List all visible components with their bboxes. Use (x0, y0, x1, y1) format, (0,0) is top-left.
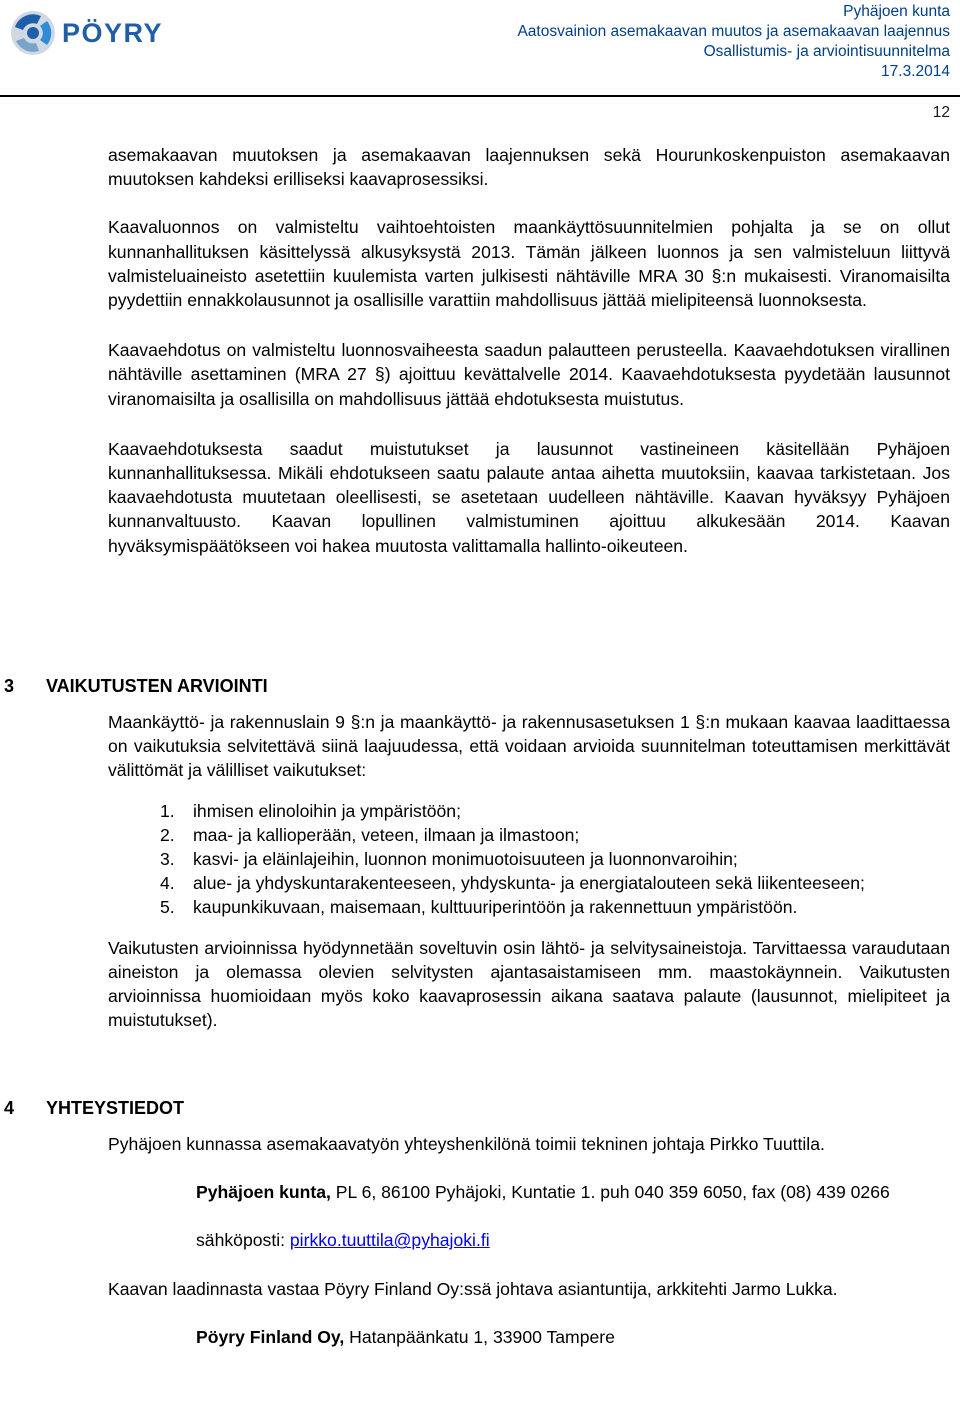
section-3-heading (4, 674, 268, 698)
header-project: Aatosvainion asemakaavan muutos ja asemakaavan laajennus (517, 23, 950, 40)
company-logo (2, 2, 200, 64)
section-3-number: 3 (4, 676, 15, 696)
list-item: 4. alue- ja yhdyskuntarakenteeseen, yhdyskunta- ja energiatalouteen sekä liikenteeseen; (160, 873, 865, 894)
section-4-heading (4, 1096, 184, 1120)
section-3-body (108, 710, 950, 1032)
header-date: 17.3.2014 (881, 63, 950, 80)
paragraph-continuation: asemakaavan muutoksen ja asemakaavan laajennuksen sekä Hourunkoskenpuiston asemakaavan muutoksen kahdeksi erilliseksi kaavaprosessiksi. (108, 145, 950, 190)
poyry-swirl-logo-icon (2, 2, 200, 64)
section-3-intro: Maankäyttö- ja rakennuslain 9 §:n ja maankäyttö- ja rakennusasetuksen 1 §:n mukaan kaavaa laadittaessa on vaikutuksia selvitettävä siinä laajuudessa, että voidaan arvioida suunnitelman toteuttamisen merkittävät välittömät ja välilliset vaikutukset: (108, 712, 950, 781)
document-header (517, 2, 950, 82)
section-3-title: VAIKUTUSTEN ARVIOINTI (46, 676, 268, 696)
consultant-paragraph: Kaavan laadinnasta vastaa Pöyry Finland Oy:ssä johtava asiantuntija, arkkitehti Jarmo Lukka. (108, 1278, 838, 1299)
email-line (196, 1228, 950, 1252)
impact-list (108, 799, 950, 920)
paragraph-draft: Kaavaluonnos on valmisteltu vaihtoehtoisten maankäyttösuunnitelmien pohjalta ja se on ollut kunnanhallituksen käsittelyssä alkusyksystä 2013. Tämän jälkeen luonnos ja sen valmisteluun liittyvä valmisteluaineisto asetettiin kuulemista varten julkisesti nähtäville MRA 30 §:n mukaisesti. Viranomaisilta pyydettiin ennakkolausunnot ja osallisille varattiin mahdollisuus jättää mielipiteensä luonnoksesta. (108, 217, 950, 311)
municipality-details: PL 6, 86100 Pyhäjoki, Kuntatie 1. puh 040 359 6050, fax (08) 439 0266 (330, 1182, 890, 1203)
paragraph-proposal: Kaavaehdotus on valmisteltu luonnosvaiheesta saadun palautteen perusteella. Kaavaehdotuksen virallinen nähtäville asettaminen (MRA 27 §) ajoittuu kevättalvelle 2014. Kaavaehdotuksesta pyydetään lausunnot viranomaisilta ja osallisilla on mahdollisuus jättää ehdotuksesta muistutus. (108, 340, 950, 409)
list-item: 2. maa- ja kallioperään, veteen, ilmaan ja ilmastoon; (160, 824, 580, 845)
consultant-details: Hatanpäänkatu 1, 33900 Tampere (344, 1326, 615, 1347)
header-divider (0, 95, 960, 97)
list-item: 5. kaupunkikuvaan, maisemaan, kulttuuriperintöön ja rakennettuun ympäristöön. (160, 897, 798, 918)
section-4-number: 4 (4, 1098, 15, 1118)
section-4-title: YHTEYSTIEDOT (46, 1098, 185, 1118)
paragraph-approval: Kaavaehdotuksesta saadut muistutukset ja lausunnot vastineineen käsitellään Pyhäjoen kunnanhallituksessa. Mikäli ehdotukseen saatu palaute antaa aihetta muutoksiin, kaavaa tarkistetaan. Jos kaavaehdotusta muutetaan oleellisesti, se asetetaan uudelleen nähtäville. Kaavan hyväksyy Pyhäjoen kunnanvaltuusto. Kaavan lopullinen valmistuminen ajoittuu alkukesään 2014. Kaavan hyväksymispäätökseen voi hakea muutosta valittamalla hallinto-oikeuteen. (108, 438, 950, 556)
consultant-name: Pöyry Finland Oy, (196, 1326, 345, 1347)
municipality-name: Pyhäjoen kunta, (196, 1182, 331, 1203)
section-4-intro: Pyhäjoen kunnassa asemakaavatyön yhteyshenkilönä toimii tekninen johtaja Pirkko Tuuttila. (108, 1134, 825, 1154)
section-4-body (108, 1132, 950, 1349)
list-item: 1. ihmisen elinoloihin ja ympäristöön; (160, 800, 461, 821)
list-item: 3. kasvi- ja eläinlajeihin, luonnon monimuotoisuuteen ja luonnonvaroihin; (160, 849, 738, 870)
logo-wordmark: PÖYRY (62, 18, 164, 48)
document-body (108, 143, 950, 558)
header-client: Pyhäjoen kunta (843, 3, 950, 20)
email-label: sähköposti: (196, 1230, 290, 1251)
page-number: 12 (932, 104, 950, 121)
header-document: Osallistumis- ja arviointisuunnitelma (703, 43, 950, 60)
email-link[interactable]: pirkko.tuuttila@pyhajoki.fi (289, 1230, 490, 1251)
consultant-contact (196, 1325, 950, 1349)
municipality-contact (196, 1180, 950, 1204)
section-3-outro: Vaikutusten arvioinnissa hyödynnetään soveltuvin osin lähtö- ja selvitysaineistoja. Tarvittaessa varaudutaan aineiston ja olemassa olevien selvitysten ajantasaistamiseen mm. maastokäynnein. Vaikutusten arvioinnissa huomioidaan myös koko kaavaprosessin aikana saatava palaute (lausunnot, mielipiteet ja muistutukset). (108, 937, 950, 1031)
